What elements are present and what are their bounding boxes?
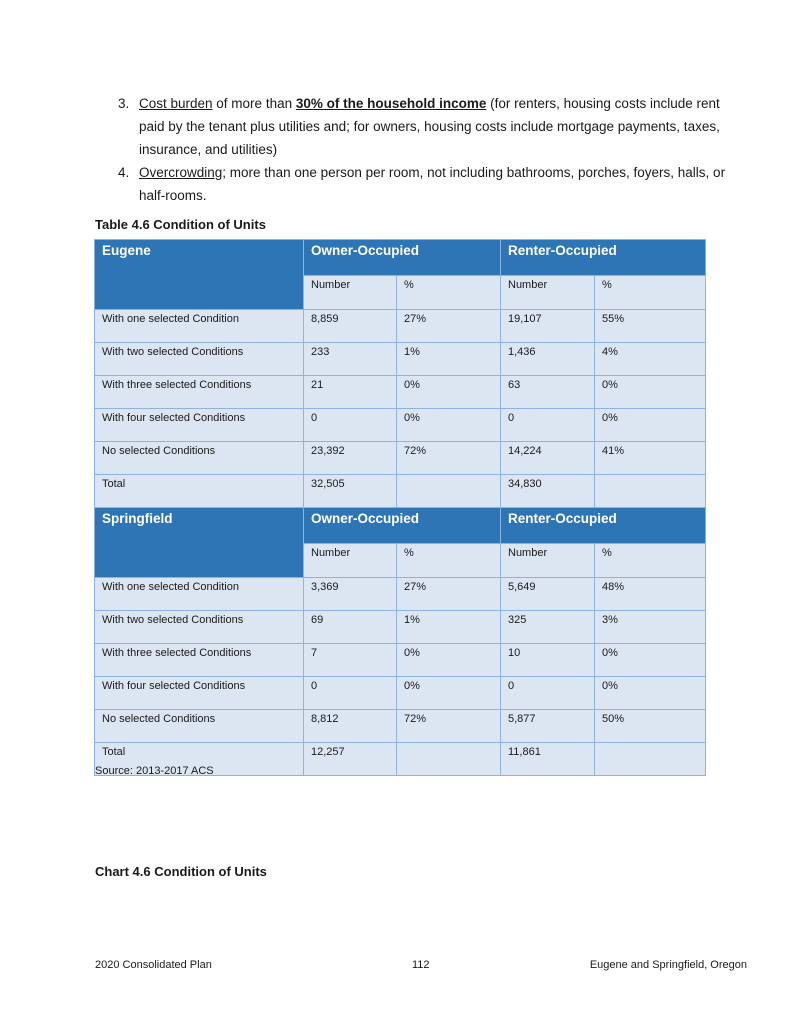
row-label: With two selected Conditions [95,343,304,376]
footer-location: Eugene and Springfield, Oregon [589,959,747,971]
city-name: Eugene [95,240,304,310]
row-label: With four selected Conditions [95,409,304,442]
row-label: With two selected Conditions [95,611,304,644]
renter-number: 325 [501,611,595,644]
owner-number: 3,369 [304,578,397,611]
owner-percent: 0% [397,677,501,710]
renter-percent-header: % [595,544,706,578]
table-row [95,644,706,677]
renter-number: 10 [501,644,595,677]
table-row [95,475,706,508]
renter-number: 34,830 [501,475,595,508]
owner-percent-header: % [397,276,501,310]
row-label: With one selected Condition [95,578,304,611]
renter-percent: 41% [595,442,706,475]
table-row [95,578,706,611]
owner-number: 23,392 [304,442,397,475]
owner-number-header: Number [304,544,397,578]
owner-percent: 72% [397,442,501,475]
chart-heading: Chart 4.6 Condition of Units [95,864,267,879]
owner-percent: 72% [397,710,501,743]
term-overcrowding: Overcrowding; [139,165,227,180]
renter-number: 1,436 [501,343,595,376]
list-number: 3. [118,96,130,111]
row-label: With three selected Conditions [95,376,304,409]
owner-percent [397,743,501,776]
page-number: 112 [412,959,430,971]
term-cost-burden: Cost burden [139,96,213,111]
owner-number: 233 [304,343,397,376]
renter-number: 11,861 [501,743,595,776]
table-row [95,376,706,409]
renter-percent: 0% [595,409,706,442]
list-item-cost-burden [118,92,728,161]
list-number: 4. [118,165,130,180]
renter-number: 5,877 [501,710,595,743]
owner-percent [397,475,501,508]
owner-percent: 0% [397,644,501,677]
list-item-overcrowding [118,161,728,207]
owner-percent: 0% [397,376,501,409]
income-threshold: 30% of the household income [295,96,487,111]
renter-percent: 0% [595,376,706,409]
renter-percent: 0% [595,677,706,710]
renter-number-header: Number [501,276,595,310]
renter-percent: 50% [595,710,706,743]
city-name: Springfield [95,508,304,578]
condition-definitions-list [118,92,728,207]
owner-occupied-header: Owner-Occupied [304,240,501,276]
table-row [95,310,706,343]
renter-number: 14,224 [501,442,595,475]
condition-of-units-table [94,239,706,776]
renter-percent [595,743,706,776]
row-label: With four selected Conditions [95,677,304,710]
renter-number: 0 [501,677,595,710]
row-label: Total [95,743,304,776]
row-label: With three selected Conditions [95,644,304,677]
renter-percent: 3% [595,611,706,644]
row-label: No selected Conditions [95,442,304,475]
renter-percent: 48% [595,578,706,611]
owner-number: 8,859 [304,310,397,343]
list-text: (for renters, housing costs include rent paid by the tenant plus utilities and; for owners, housing costs include mortgage payments, taxes, insurance, and utilities) [139,96,720,157]
table-row [95,343,706,376]
table-row [95,611,706,644]
renter-number: 19,107 [501,310,595,343]
owner-percent: 27% [397,578,501,611]
owner-number: 12,257 [304,743,397,776]
renter-number: 5,649 [501,578,595,611]
footer-plan-title: 2020 Consolidated Plan [95,959,212,971]
owner-number: 21 [304,376,397,409]
renter-number: 0 [501,409,595,442]
section-header-row [95,508,706,544]
row-label: With one selected Condition [95,310,304,343]
table-body [95,240,706,776]
owner-number: 32,505 [304,475,397,508]
owner-number: 0 [304,409,397,442]
owner-percent: 27% [397,310,501,343]
owner-percent: 0% [397,409,501,442]
owner-number: 8,812 [304,710,397,743]
section-header-row [95,240,706,276]
table-row [95,442,706,475]
row-label: Total [95,475,304,508]
table-source: Source: 2013-2017 ACS [95,765,214,777]
renter-percent: 4% [595,343,706,376]
renter-occupied-header: Renter-Occupied [501,508,706,544]
owner-percent: 1% [397,611,501,644]
table-row [95,710,706,743]
owner-number: 69 [304,611,397,644]
owner-percent: 1% [397,343,501,376]
renter-occupied-header: Renter-Occupied [501,240,706,276]
renter-percent: 55% [595,310,706,343]
renter-percent-header: % [595,276,706,310]
owner-number: 0 [304,677,397,710]
owner-percent-header: % [397,544,501,578]
renter-number-header: Number [501,544,595,578]
table-row [95,409,706,442]
table-row [95,677,706,710]
row-label: No selected Conditions [95,710,304,743]
list-text: of more than [212,96,296,111]
renter-percent [595,475,706,508]
table-title: Table 4.6 Condition of Units [95,217,266,232]
list-text: more than one person per room, not including bathrooms, porches, foyers, halls, or half-rooms. [139,165,726,203]
renter-number: 63 [501,376,595,409]
owner-occupied-header: Owner-Occupied [304,508,501,544]
renter-percent: 0% [595,644,706,677]
owner-number-header: Number [304,276,397,310]
owner-number: 7 [304,644,397,677]
